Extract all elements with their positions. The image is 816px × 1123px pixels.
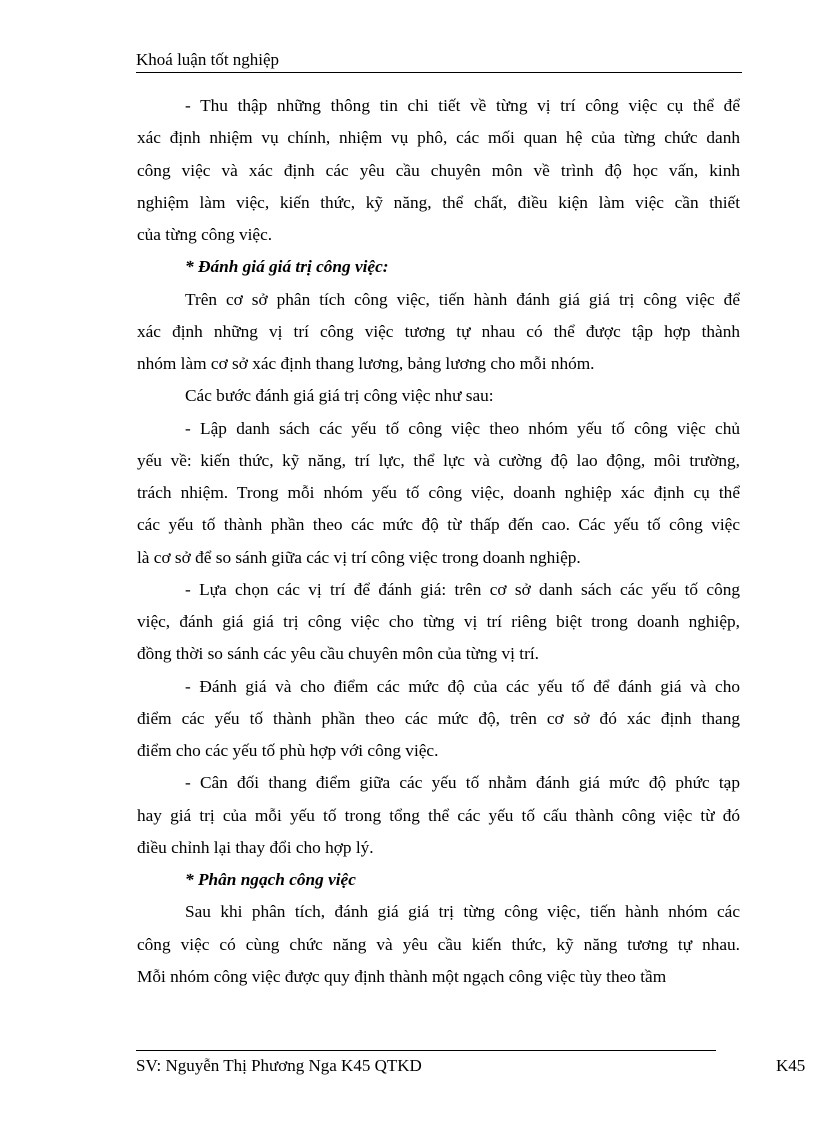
text-line: nghiệm làm việc, kiến thức, kỹ năng, thể chất, điều kiện làm việc cần thiết [137, 192, 740, 212]
text-line: công việc có cùng chức năng và yêu cầu kiến thức, kỹ năng tương tự nhau. [137, 934, 740, 954]
text-line: việc, đánh giá giá trị công việc cho từng vị trí riêng biệt trong doanh nghiệp, [137, 612, 740, 631]
text-line: xác định những vị trí công việc tương tự nhau có thể được tập hợp thành [137, 321, 740, 341]
text-line: công việc và xác định các yêu cầu chuyên môn về trình độ học vấn, kinh [137, 160, 740, 180]
text-line: là cơ sở để so sánh giữa các vị trí công việc trong doanh nghiệp. [137, 547, 581, 567]
text-line: Trên cơ sở phân tích công việc, tiến hành đánh giá giá trị công việc để [185, 289, 740, 309]
footer-rule [136, 1050, 716, 1051]
text-line: nhóm làm cơ sở xác định thang lương, bảng lương cho mỗi nhóm. [137, 354, 595, 373]
text-line: - Thu thập những thông tin chi tiết về từng vị trí công việc cụ thể để [185, 96, 740, 115]
header-rule [136, 72, 742, 73]
section-heading: * Đánh giá giá trị công việc: [185, 257, 389, 277]
footer-author: SV: Nguyễn Thị Phương Nga K45 QTKD [136, 1056, 422, 1075]
text-line: điều chỉnh lại thay đổi cho hợp lý. [137, 837, 374, 857]
text-line: yếu về: kiến thức, kỹ năng, trí lực, thể lực và cường độ lao động, môi trường, [137, 450, 740, 470]
text-line: - Lập danh sách các yếu tố công việc theo nhóm yếu tố công việc chủ [185, 418, 740, 438]
text-line: đồng thời so sánh các yêu cầu chuyên môn của từng vị trí. [137, 644, 539, 664]
text-line: - Đánh giá và cho điểm các mức độ của các yếu tố để đánh giá và cho [185, 676, 740, 696]
text-line: hay giá trị của mỗi yếu tố trong tổng thể các yếu tố cấu thành công việc từ đó [137, 805, 740, 825]
section-heading: * Phân ngạch công việc [185, 870, 356, 889]
text-line: Sau khi phân tích, đánh giá giá trị từng công việc, tiến hành nhóm các [185, 902, 740, 922]
text-line: Mỗi nhóm công việc được quy định thành một ngạch công việc tùy theo tầm [137, 966, 667, 986]
text-line: - Lựa chọn các vị trí để đánh giá: trên cơ sở danh sách các yếu tố công [185, 579, 740, 599]
text-line: các yếu tố thành phần theo các mức độ từ thấp đến cao. Các yếu tố công việc [137, 515, 740, 535]
text-line: Các bước đánh giá giá trị công việc như sau: [185, 386, 494, 406]
text-line: trách nhiệm. Trong mỗi nhóm yếu tố công việc, doanh nghiệp xác định cụ thể [137, 483, 740, 502]
text-line: điểm cho các yếu tố phù hợp với công việc. [137, 741, 439, 760]
text-line: điểm các yếu tố thành phần theo các mức độ, trên cơ sở đó xác định thang [137, 708, 740, 728]
footer-page-label: K45 [776, 1056, 806, 1075]
text-line: - Cân đối thang điểm giữa các yếu tố nhằm đánh giá mức độ phức tạp [185, 773, 740, 793]
text-line: xác định nhiệm vụ chính, nhiệm vụ phô, các mối quan hệ của từng chức danh [137, 128, 740, 148]
text-line: của từng công việc. [137, 225, 273, 244]
running-header: Khoá luận tốt nghiệp [136, 50, 280, 69]
